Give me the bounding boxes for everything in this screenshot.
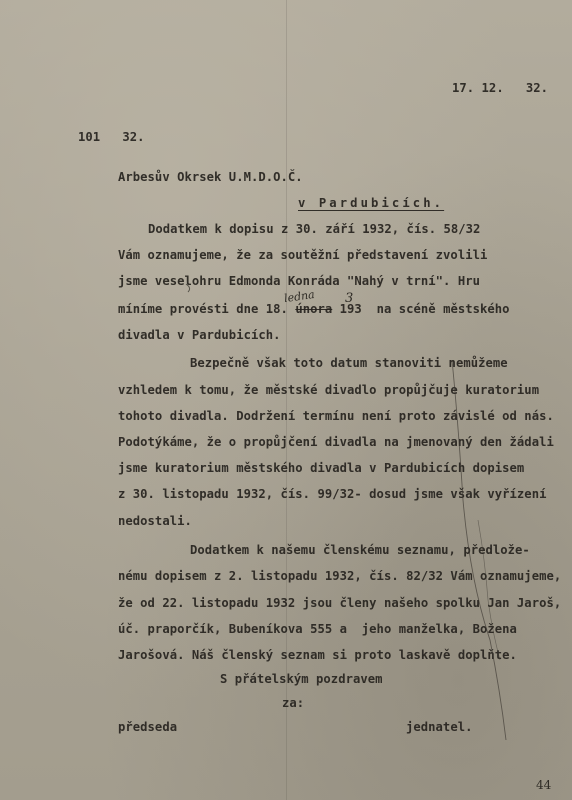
handwritten-month: ledna [283, 287, 316, 306]
letter-date: 17. 12. 32. [452, 81, 549, 95]
signature-secretary: jednatel. [406, 720, 473, 734]
paragraph-3-line-1: Dodatkem k našemu členskému seznamu, předlože- [190, 543, 530, 557]
pencil-correction-mark [186, 284, 190, 292]
paragraph-3-line-5: Jarošová. Náš členský seznam si proto laskavě doplňte. [118, 648, 517, 662]
line-4-end: 193 na scéně městského [339, 302, 510, 316]
paragraph-2-line-1: Bezpečně však toto datum stanoviti nemůžeme [190, 356, 508, 370]
recipient-name: Arbesův Okrsek U.M.D.O.Č. [118, 170, 303, 184]
paragraph-2-line-7: nedostali. [118, 514, 192, 528]
paragraph-3-line-2: nému dopisem z 2. listopadu 1932, čís. 82/32 Vám oznamujeme, [118, 569, 562, 583]
line-4-start: míníme provésti dne 18. [118, 302, 288, 316]
paragraph-2-line-6: z 30. listopadu 1932, čís. 99/32- dosud jsme však vyřízení [118, 487, 547, 501]
pencil-margin-line-2 [478, 520, 500, 660]
paragraph-2-line-2: vzhledem k tomu, že městské divadlo propůjčuje kuratorium [118, 383, 540, 397]
closing-za: za: [282, 696, 305, 710]
reference-number: 101 32. [78, 130, 145, 144]
page-number-pencil: 44 [536, 778, 552, 792]
struck-month: února [295, 302, 333, 316]
paragraph-1-line-2: Vám oznamujeme, že za soutěžní představení zvolili [118, 248, 488, 262]
paragraph-3-line-4: úč. praporčík, Bubeníkova 555 a jeho manželka, Božena [118, 622, 517, 636]
paragraph-1-line-5: divadla v Pardubicích. [118, 328, 281, 342]
paragraph-1-line-1: Dodatkem k dopisu z 30. září 1932, čís. 58/32 [148, 222, 481, 236]
handwritten-year-digit: 3 [345, 291, 354, 306]
paragraph-2-line-5: jsme kuratorium městského divadla v Pardubicích dopisem [118, 461, 525, 475]
paragraph-3-line-3: že od 22. listopadu 1932 jsou členy našeho spolku Jan Jaroš, [118, 596, 562, 610]
signature-chairman: předseda [118, 720, 178, 734]
closing-greeting: S přátelským pozdravem [220, 672, 383, 686]
pencil-margin-line [452, 360, 506, 740]
recipient-place: v Pardubicích. [298, 196, 445, 210]
paragraph-2-line-3: tohoto divadla. Dodržení termínu není proto závislé od nás. [118, 409, 554, 423]
paragraph-1-line-3: jsme veselohru Edmonda Konráda "Nahý v trní". Hru [118, 274, 480, 288]
paragraph-2-line-4: Podotýkáme, že o propůjčení divadla na jmenovaný den žádali [118, 435, 554, 449]
